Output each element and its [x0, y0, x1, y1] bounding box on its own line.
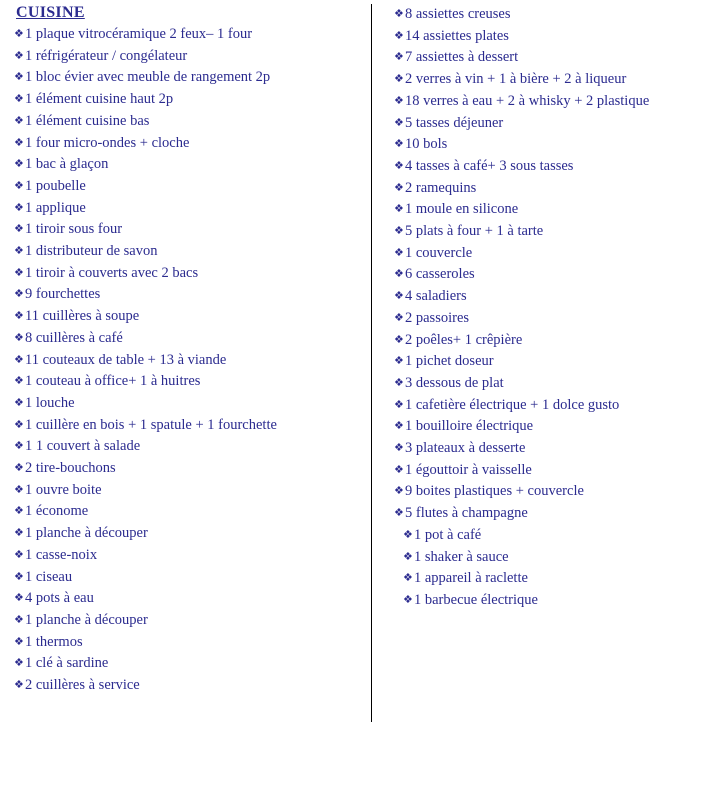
list-item	[14, 67, 367, 89]
list-item-label: 5 plats à four + 1 à tarte	[405, 223, 544, 240]
list-item	[14, 111, 367, 133]
list-item	[14, 675, 367, 697]
list-item-label: 1 cafetière électrique + 1 dolce gusto	[405, 396, 620, 413]
bullet-icon: ❖	[14, 158, 24, 171]
list-item	[394, 134, 718, 156]
page-title: CUISINE	[16, 4, 85, 21]
list-item-label: 1 applique	[25, 199, 86, 216]
bullet-icon: ❖	[403, 550, 413, 563]
list-item	[394, 113, 718, 135]
bullet-icon: ❖	[394, 311, 404, 324]
bullet-icon: ❖	[14, 657, 24, 670]
list-item-label: 18 verres à eau + 2 à whisky + 2 plastique	[405, 92, 650, 109]
list-item-label: 2 poêles+ 1 crêpière	[405, 331, 523, 348]
list-item	[14, 458, 367, 480]
list-item-label: 1 pichet doseur	[405, 353, 494, 370]
list-item	[14, 198, 367, 220]
list-item	[14, 436, 367, 458]
list-item	[394, 568, 718, 590]
bullet-icon: ❖	[394, 420, 404, 433]
list-item	[14, 371, 367, 393]
bullet-icon: ❖	[14, 440, 24, 453]
list-item-label: 3 dessous de plat	[405, 374, 504, 391]
list-item	[14, 219, 367, 241]
list-item-label: 2 verres à vin + 1 à bière + 2 à liqueur	[405, 71, 627, 88]
list-item	[394, 460, 718, 482]
bullet-icon: ❖	[14, 679, 24, 692]
bullet-icon: ❖	[394, 159, 404, 172]
list-item-label: 1 shaker à sauce	[414, 548, 509, 565]
list-item-label: 1 1 couvert à salade	[25, 438, 141, 455]
list-item-label: 1 planche à découper	[25, 611, 148, 628]
list-item	[14, 328, 367, 350]
bullet-icon: ❖	[14, 613, 24, 626]
list-item-label: 1 pot à café	[414, 526, 482, 543]
list-item	[394, 178, 718, 200]
list-item-label: 2 ramequins	[405, 179, 477, 196]
bullet-icon: ❖	[394, 8, 404, 20]
bullet-icon: ❖	[394, 246, 404, 259]
list-item	[14, 46, 367, 68]
list-item	[14, 393, 367, 415]
list-item	[394, 286, 718, 308]
bullet-icon: ❖	[14, 114, 24, 127]
bullet-icon: ❖	[14, 570, 24, 583]
list-item-label: 1 égouttoir à vaisselle	[405, 461, 532, 478]
list-item	[14, 306, 367, 328]
list-item	[14, 133, 367, 155]
list-item	[394, 525, 718, 547]
list-item	[394, 91, 718, 113]
list-item	[394, 330, 718, 352]
list-item	[394, 4, 718, 26]
right-column	[372, 4, 718, 722]
list-item-label: 4 tasses à café+ 3 sous tasses	[405, 157, 574, 174]
list-item	[394, 308, 718, 330]
list-item-label: 8 cuillères à café	[25, 329, 123, 346]
list-item-label: 1 four micro-ondes + cloche	[25, 134, 190, 151]
list-item	[394, 199, 718, 221]
bullet-icon: ❖	[14, 179, 24, 192]
list-item	[394, 395, 718, 417]
list-item	[394, 264, 718, 286]
list-item-label: 1 élément cuisine haut 2p	[25, 91, 174, 108]
bullet-icon: ❖	[394, 333, 404, 346]
list-item-label: 5 tasses déjeuner	[405, 114, 504, 131]
list-item-label: 11 couteaux de table + 13 à viande	[25, 351, 227, 368]
list-item-label: 1 économe	[25, 503, 89, 520]
bullet-icon: ❖	[14, 331, 24, 344]
bullet-icon: ❖	[394, 463, 404, 476]
list-item	[14, 241, 367, 263]
bullet-icon: ❖	[394, 290, 404, 303]
list-item-label: 1 tiroir à couverts avec 2 bacs	[25, 264, 199, 281]
list-item	[14, 632, 367, 654]
list-item	[394, 156, 718, 178]
bullet-icon: ❖	[394, 138, 404, 151]
list-item-label: 4 pots à eau	[25, 590, 94, 607]
bullet-icon: ❖	[394, 442, 404, 455]
list-item	[14, 501, 367, 523]
bullet-icon: ❖	[14, 592, 24, 605]
list-item	[14, 415, 367, 437]
bullet-icon: ❖	[14, 310, 24, 323]
bullet-icon: ❖	[403, 593, 413, 606]
bullet-icon: ❖	[14, 396, 24, 409]
list-item	[14, 523, 367, 545]
bullet-icon: ❖	[14, 483, 24, 496]
bullet-icon: ❖	[14, 288, 24, 301]
list-item-label: 1 couteau à office+ 1 à huitres	[25, 373, 201, 390]
list-item	[14, 24, 367, 46]
list-item	[14, 284, 367, 306]
list-item-label: 1 barbecue électrique	[414, 591, 538, 608]
list-item-label: 1 clé à sardine	[25, 655, 109, 672]
list-item-label: 11 cuillères à soupe	[25, 308, 140, 325]
list-item-label: 1 plaque vitrocéramique 2 feux– 1 four	[25, 26, 253, 42]
bullet-icon: ❖	[394, 116, 404, 129]
bullet-icon: ❖	[394, 203, 404, 216]
list-item	[394, 26, 718, 48]
bullet-icon: ❖	[14, 527, 24, 540]
bullet-icon: ❖	[394, 73, 404, 86]
bullet-icon: ❖	[14, 548, 24, 561]
inventory-list-right	[394, 4, 718, 612]
bullet-icon: ❖	[403, 528, 413, 541]
list-item-label: 1 bloc évier avec meuble de rangement 2p	[25, 69, 271, 86]
bullet-icon: ❖	[14, 136, 24, 149]
bullet-icon: ❖	[14, 201, 24, 214]
list-item-label: 1 ciseau	[25, 568, 73, 585]
list-item	[394, 47, 718, 69]
list-item-label: 1 tiroir sous four	[25, 221, 123, 238]
bullet-icon: ❖	[14, 28, 24, 40]
bullet-icon: ❖	[403, 572, 413, 585]
list-item-label: 2 cuillères à service	[25, 677, 140, 694]
bullet-icon: ❖	[394, 29, 404, 42]
list-item-label: 2 passoires	[405, 309, 470, 326]
list-item	[14, 545, 367, 567]
bullet-icon: ❖	[14, 418, 24, 431]
bullet-icon: ❖	[394, 355, 404, 368]
bullet-icon: ❖	[14, 375, 24, 388]
list-item	[14, 480, 367, 502]
bullet-icon: ❖	[14, 462, 24, 475]
bullet-icon: ❖	[14, 635, 24, 648]
list-item-label: 1 poubelle	[25, 177, 86, 194]
bullet-icon: ❖	[14, 223, 24, 236]
list-item-label: 2 tire-bouchons	[25, 460, 116, 477]
bullet-icon: ❖	[14, 353, 24, 366]
list-item	[14, 89, 367, 111]
list-item	[394, 243, 718, 265]
list-item-label: 1 bac à glaçon	[25, 156, 109, 173]
list-item-label: 10 bols	[405, 136, 448, 153]
list-item-label: 1 ouvre boite	[25, 481, 102, 498]
list-item-label: 1 thermos	[25, 633, 83, 650]
list-item-label: 14 assiettes plates	[405, 27, 509, 44]
list-item	[14, 567, 367, 589]
list-item-label: 1 planche à découper	[25, 525, 148, 542]
bullet-icon: ❖	[14, 266, 24, 279]
list-item	[394, 351, 718, 373]
bullet-icon: ❖	[14, 93, 24, 106]
list-item-label: 1 appareil à raclette	[414, 570, 528, 587]
list-item-label: 1 bouilloire électrique	[405, 418, 534, 435]
list-item	[394, 547, 718, 569]
list-item-label: 7 assiettes à dessert	[405, 49, 519, 66]
list-item-label: 1 casse-noix	[25, 546, 98, 563]
bullet-icon: ❖	[14, 49, 24, 62]
list-item-label: 6 casseroles	[405, 266, 475, 283]
list-item-label: 1 couvercle	[405, 244, 473, 261]
bullet-icon: ❖	[394, 485, 404, 498]
list-item-label: 8 assiettes creuses	[405, 6, 511, 22]
left-column	[0, 4, 372, 722]
list-item-label: 1 louche	[25, 394, 75, 411]
bullet-icon: ❖	[394, 181, 404, 194]
list-item-label: 1 élément cuisine bas	[25, 112, 150, 129]
bullet-icon: ❖	[394, 268, 404, 281]
list-item-label: 4 saladiers	[405, 288, 467, 305]
list-item	[394, 503, 718, 525]
bullet-icon: ❖	[14, 245, 24, 258]
list-item	[394, 590, 718, 612]
list-item-label: 9 boites plastiques + couvercle	[405, 483, 584, 500]
list-item	[14, 263, 367, 285]
two-column-layout	[0, 4, 719, 722]
bullet-icon: ❖	[394, 94, 404, 107]
list-item	[394, 221, 718, 243]
list-item-label: 9 fourchettes	[25, 286, 101, 303]
list-item	[14, 588, 367, 610]
list-item-label: 1 réfrigérateur / congélateur	[25, 47, 188, 64]
bullet-icon: ❖	[394, 225, 404, 238]
list-item-label: 5 flutes à champagne	[405, 505, 528, 522]
list-item	[394, 69, 718, 91]
bullet-icon: ❖	[394, 398, 404, 411]
list-item	[14, 653, 367, 675]
list-item	[14, 154, 367, 176]
list-item-label: 1 moule en silicone	[405, 201, 519, 218]
list-item	[394, 416, 718, 438]
bullet-icon: ❖	[14, 71, 24, 84]
list-item	[394, 438, 718, 460]
list-item	[14, 610, 367, 632]
list-item	[14, 176, 367, 198]
list-item-label: 1 cuillère en bois + 1 spatule + 1 fourchette	[25, 416, 277, 433]
bullet-icon: ❖	[394, 507, 404, 520]
list-item	[14, 350, 367, 372]
bullet-icon: ❖	[394, 51, 404, 64]
inventory-list-left	[14, 24, 367, 697]
list-item	[394, 481, 718, 503]
list-item-label: 3 plateaux à desserte	[405, 440, 526, 457]
bullet-icon: ❖	[394, 376, 404, 389]
list-item	[394, 373, 718, 395]
bullet-icon: ❖	[14, 505, 24, 518]
list-item-label: 1 distributeur de savon	[25, 243, 158, 260]
